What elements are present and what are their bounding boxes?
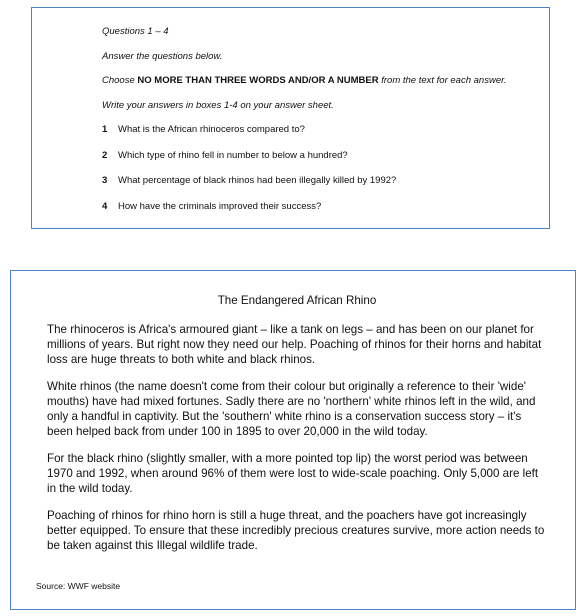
question-item [102, 150, 532, 163]
question-item [102, 175, 532, 188]
question-number: 3 [102, 175, 108, 186]
questions-heading: Questions 1 – 4 [102, 26, 169, 37]
passage-paragraph: Poaching of rhinos for rhino horn is still a huge threat, and the poachers have got increasingly better equipped. To ensure that these incredibly precious creatures survive, more action needs to be taken against this Illegal wildlife trade. [47, 509, 545, 552]
passage-paragraph: For the black rhino (slightly smaller, with a more pointed top lip) the worst period was between 1970 and 1992, when around 96% of them were lost to wide-scale poaching. Only 5,000 are left in the wild today. [47, 452, 539, 495]
questions-content [102, 26, 532, 226]
question-text: Which type of rhino fell in number to below a hundred? [118, 149, 348, 161]
question-text: How have the criminals improved their success? [118, 200, 322, 212]
question-item [102, 124, 532, 137]
instruction-word-limit [102, 75, 532, 88]
passage-title: The Endangered African Rhino [217, 294, 377, 307]
source-credit: Source: WWF website [36, 581, 121, 591]
instruction-answer: Answer the questions below. [102, 50, 223, 62]
question-text: What is the African rhinoceros compared to? [118, 124, 305, 135]
passage-paragraph: White rhinos (the name doesn't come from their colour but originally a reference to their 'wide' mouths) have had mixed fortunes. Sadly there are no 'northern' white rhinos left in the wild, and only a handful in captivity. But the 'southern' white rhino is a conservation success story – it's been helped back from under 100 in 1895 to over 20,000 in the wild today. [47, 380, 536, 438]
instruction-word-limit-pre: Choose [102, 75, 138, 86]
instruction-word-limit-post: from the text for each answer. [378, 75, 507, 86]
question-number: 1 [102, 124, 108, 135]
passage-paragraph: The rhinoceros is Africa's armoured giant – like a tank on legs – and has been on our planet for millions of years. But right now they need our help. Poaching of rhinos for their horns and habitat loss are huge threats to both white and black rhinos. [47, 323, 542, 366]
question-number: 2 [102, 149, 108, 161]
question-text: What percentage of black rhinos had been illegally killed by 1992? [118, 175, 397, 186]
question-number: 4 [102, 200, 108, 212]
passage-content [47, 293, 547, 565]
instruction-answer-sheet: Write your answers in boxes 1-4 on your answer sheet. [102, 99, 334, 111]
question-item [102, 201, 532, 214]
instruction-word-limit-bold: NO MORE THAN THREE WORDS AND/OR A NUMBER [137, 75, 379, 86]
questions-box [31, 7, 550, 229]
passage-box [10, 270, 576, 610]
